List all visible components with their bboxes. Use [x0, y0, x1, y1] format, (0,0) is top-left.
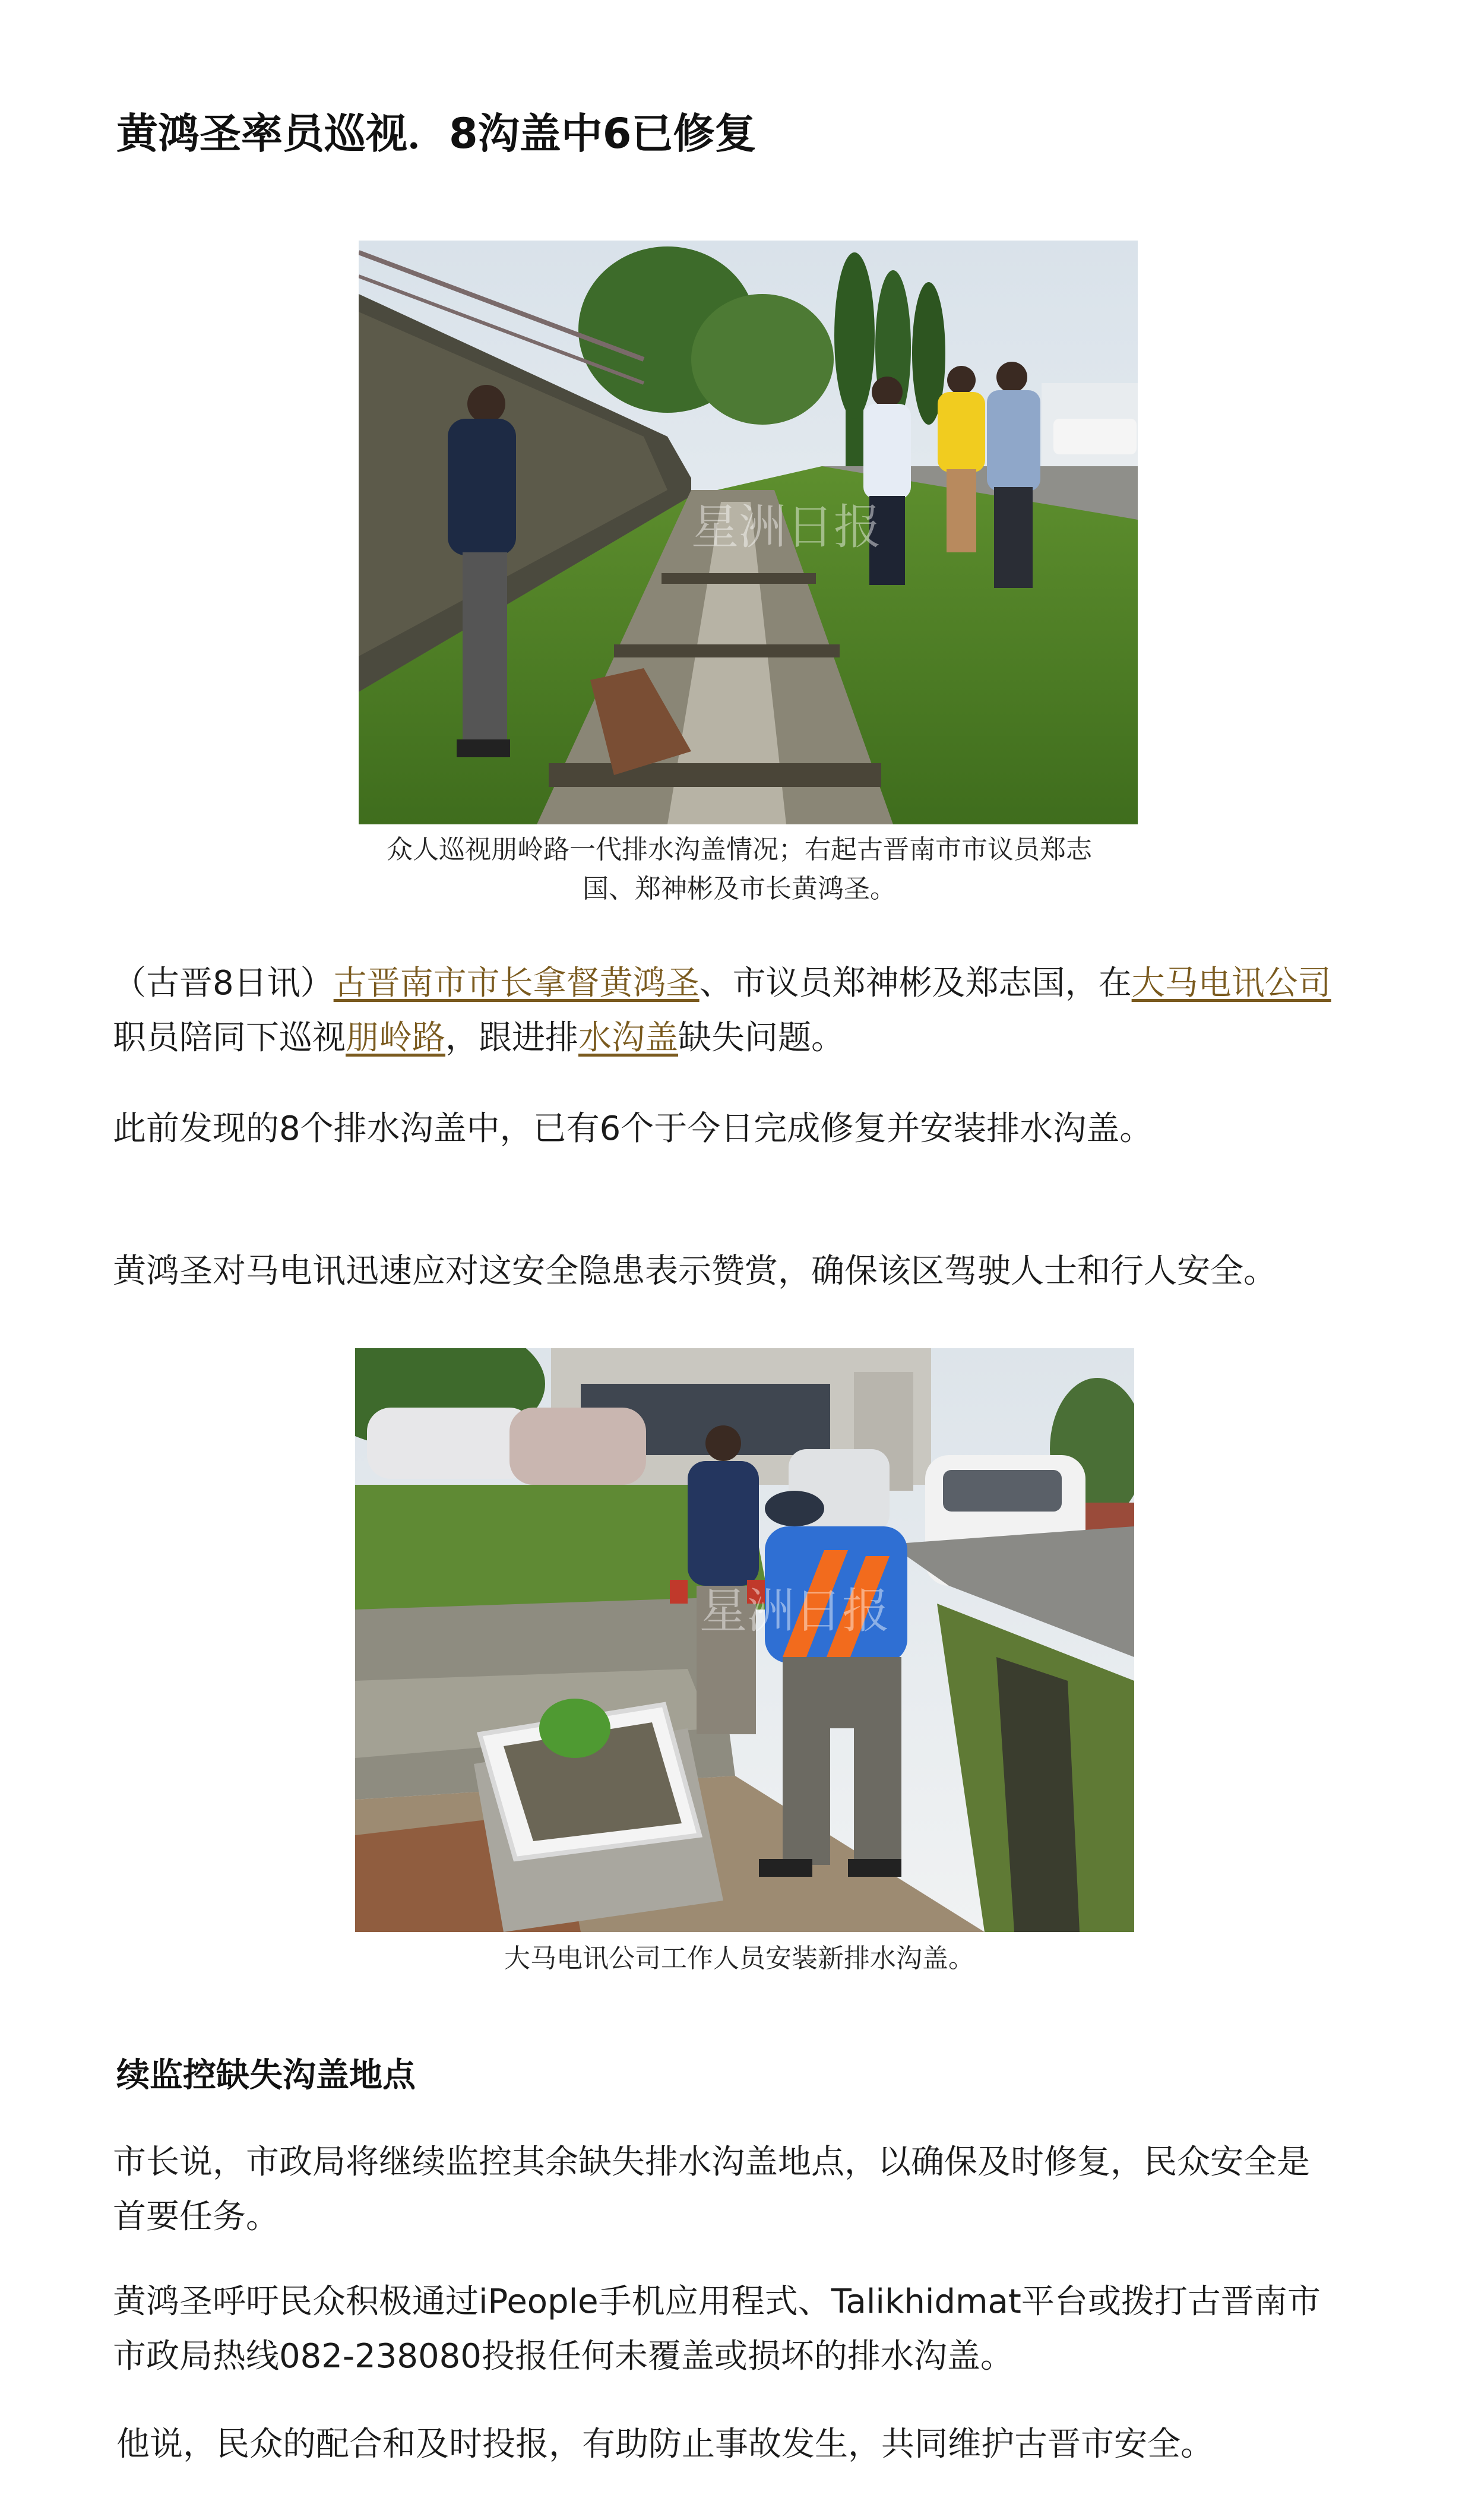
- intro-text: 职员陪同下巡视: [113, 1019, 346, 1057]
- paragraph-line: 市政局热线082-238080投报任何未覆盖或损坏的排水沟盖。: [113, 2337, 1014, 2376]
- photo-caption-installation: 大马电讯公司工作人员安装新排水沟盖。: [504, 1943, 974, 1974]
- sin-chew-watermark-icon: 星洲日报: [700, 1583, 890, 1639]
- intro-text: （古晋8日讯）: [113, 964, 334, 1003]
- sin-chew-watermark-icon: 星洲日报: [691, 499, 881, 555]
- caption-line: 众人巡视朋岭路一代排水沟盖情况；右起古晋南市市议员郑志: [387, 834, 1092, 865]
- link-mayor[interactable]: 古晋南市市长拿督黄鸿圣: [333, 964, 700, 1003]
- paragraph-repairs: 此前发现的8个排水沟盖中，已有6个于今日完成修复并安装排水沟盖。: [113, 1109, 1153, 1148]
- photo-caption-inspection: [333, 830, 1146, 909]
- paragraph-hotline: [113, 2275, 1407, 2384]
- paragraph-closing: 他说，民众的配合和及时投报，有助防止事故发生，共同维护古晋市安全。: [116, 2425, 1214, 2464]
- intro-text: 、市议员郑神彬及郑志国，在: [699, 964, 1132, 1003]
- paragraph-praise: 黄鸿圣对马电讯迅速应对这安全隐患表示赞赏，确保该区驾驶人士和行人安全。: [113, 1252, 1277, 1291]
- link-road[interactable]: 朋岭路: [346, 1019, 445, 1057]
- paragraph-line: 首要任务。: [113, 2198, 279, 2236]
- link-telekom[interactable]: 大马电讯公司: [1131, 964, 1331, 1003]
- article-headline: 黄鸿圣率员巡视．8沟盖中6已修复: [116, 109, 757, 158]
- article-photo-installation: [355, 1348, 1134, 1932]
- paragraph-monitoring: [113, 2135, 1407, 2244]
- intro-text: ，跟进排: [445, 1019, 578, 1057]
- caption-line: 国、郑神彬及市长黄鸿圣。: [583, 874, 896, 904]
- section-subheading: 续监控缺失沟盖地点: [116, 2056, 416, 2095]
- paragraph-intro: [113, 956, 1407, 1065]
- article-photo-inspection: [359, 241, 1138, 824]
- paragraph-line: 黄鸿圣呼吁民众积极通过iPeople手机应用程式、Talikhidmat平台或拨打古晋南市: [113, 2282, 1321, 2321]
- intro-text: 缺失问题。: [678, 1019, 844, 1057]
- paragraph-line: 市长说，市政局将继续监控其余缺失排水沟盖地点，以确保及时修复，民众安全是: [113, 2143, 1310, 2181]
- link-drain-cover[interactable]: 水沟盖: [578, 1019, 678, 1057]
